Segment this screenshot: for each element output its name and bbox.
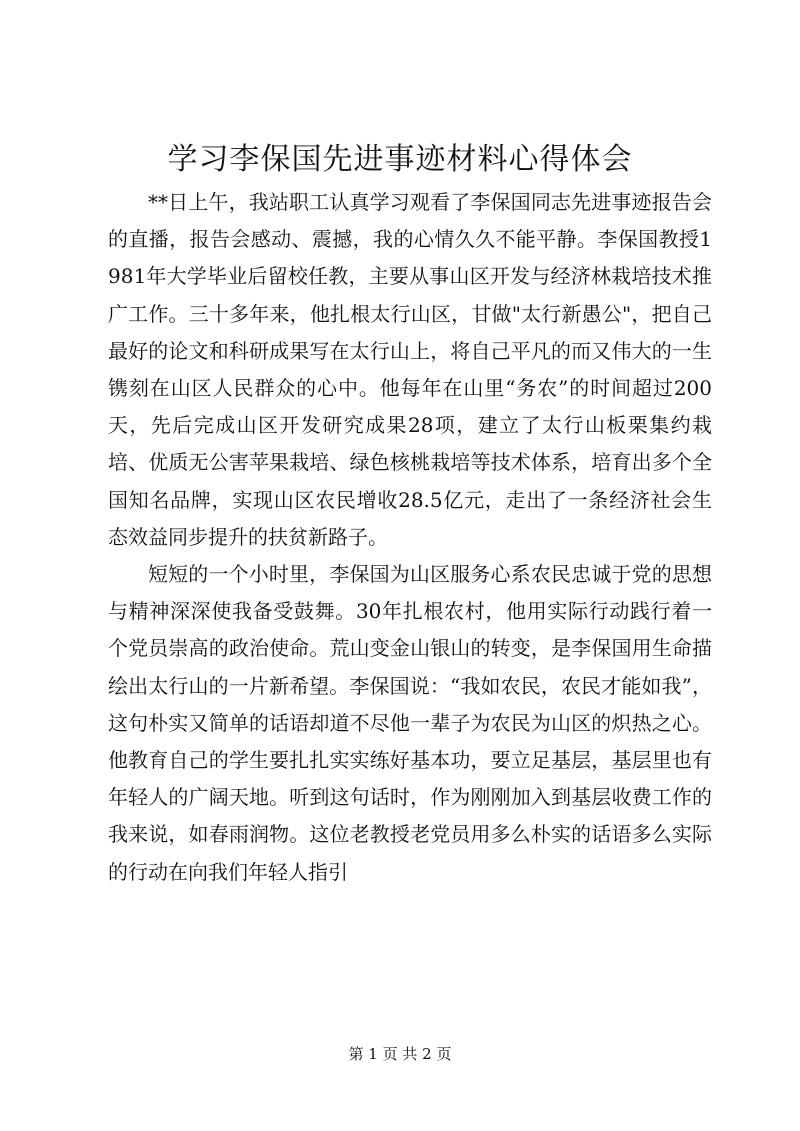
- paragraph-1: **日上午，我站职工认真学习观看了李保国同志先进事迹报告会的直播，报告会感动、震撼，我的心情久久不能平静。李保国教授1981年大学毕业后留校任教，主要从事山区开发与经济林栽培技术推广工作。三十多年来，他扎根太行山区，甘做"太行新愚公"，把自己最好的论文和科研成果写在太行山上，将自己平凡的而又伟大的一生镌刻在山区人民群众的心中。他每年在山里“务农”的时间超过200天，先后完成山区开发研究成果28项，建立了太行山板栗集约栽培、优质无公害苹果栽培、绿色核桃栽培等技术体系，培育出多个全国知名品牌，实现山区农民增收28.5亿元，走出了一条经济社会生态效益同步提升的扶贫新路子。: [108, 190, 712, 549]
- document-body: [108, 184, 712, 891]
- page-footer: 第 1 页 共 2 页: [348, 1045, 452, 1063]
- document-title: 学习李保国先进事迹材料心得体会: [167, 142, 633, 177]
- paragraph-2: 短短的一个小时里，李保国为山区服务心系农民忠诚于党的思想与精神深深使我备受鼓舞。30年扎根农村，他用实际行动践行着一个党员崇高的政治使命。荒山变金山银山的转变，是李保国用生命描绘出太行山的一片新希望。李保国说：“我如农民，农民才能如我”，这句朴实又简单的话语却道不尽他一辈子为农民为山区的炽热之心。他教育自己的学生要扎扎实实练好基本功，要立足基层，基层里也有年轻人的广阔天地。听到这句话时，作为刚刚加入到基层收费工作的我来说，如春雨润物。这位老教授老党员用多么朴实的话语多么实际的行动在向我们年轻人指引: [108, 562, 712, 884]
